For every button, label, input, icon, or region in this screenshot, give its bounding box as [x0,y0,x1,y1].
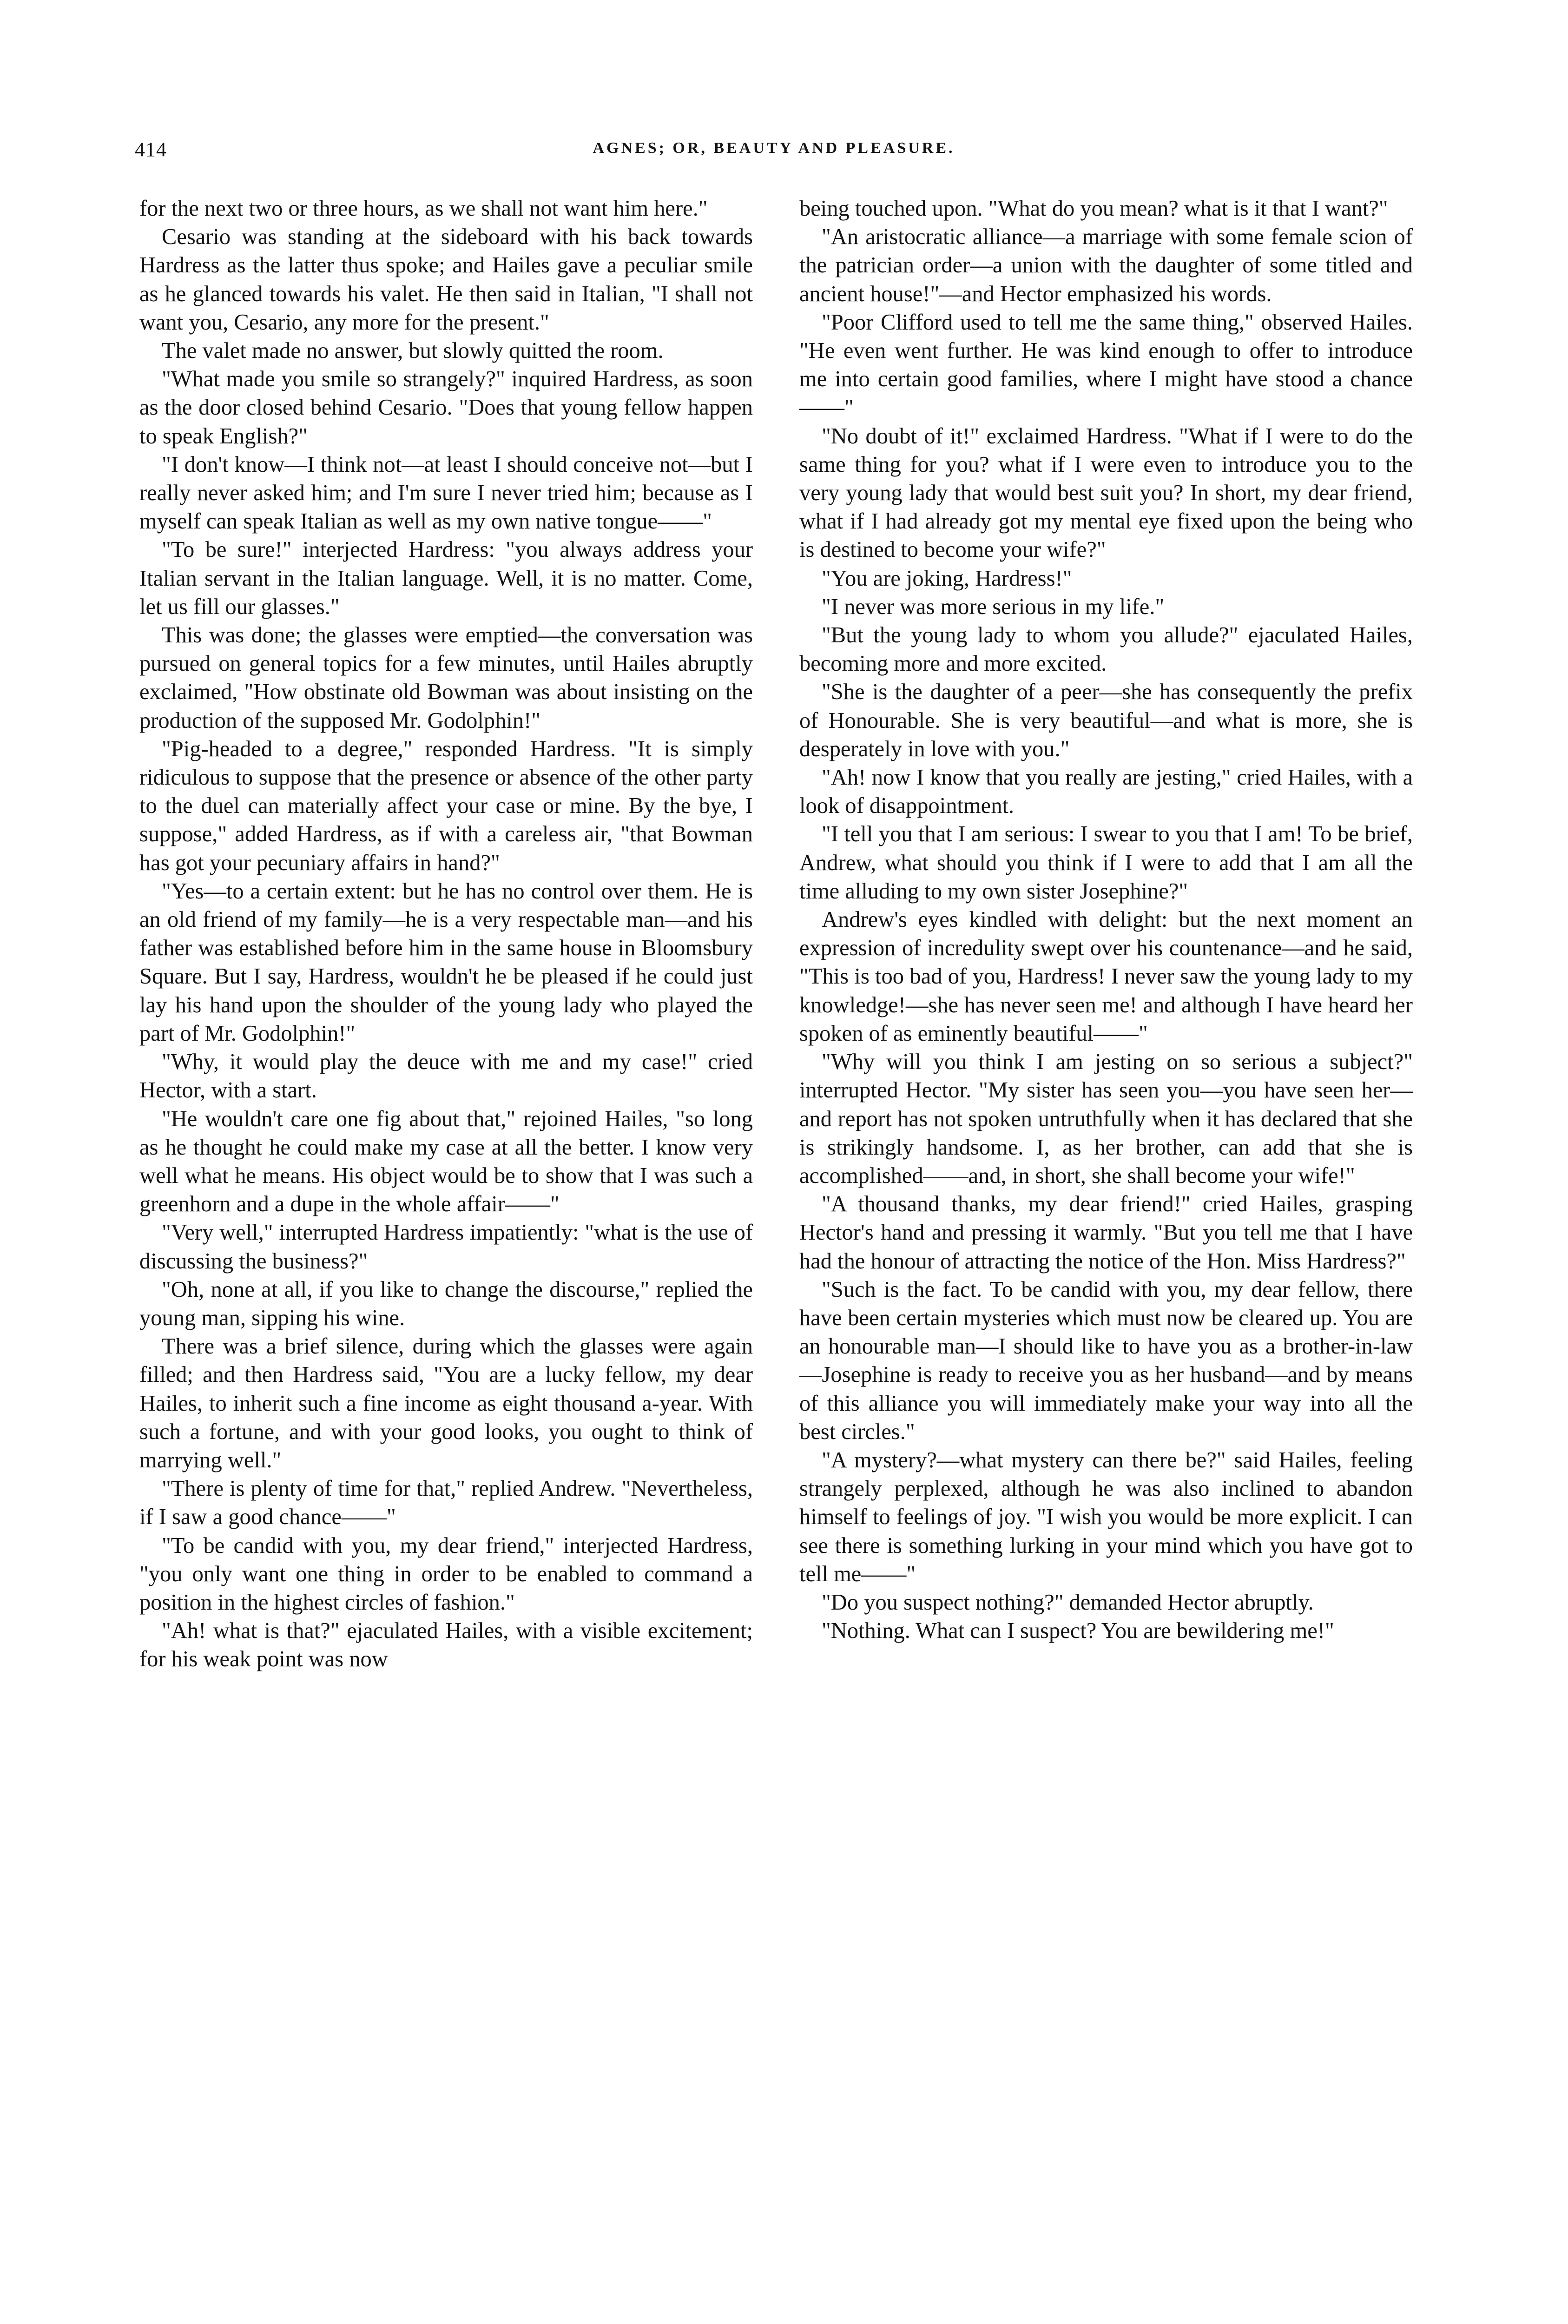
paragraph: "Ah! what is that?" ejaculated Hailes, with a visible excitement; for his weak point was now [139,1618,753,1672]
paragraph: Andrew's eyes kindled with delight: but the next moment an expression of incredulity swept over his countenance—and he said, "This is too bad of you, Hardress! I never saw the young lady to my knowledge!—she has never seen me! and although I have heard her spoken of as eminently beautiful——" [799,907,1413,1046]
paragraph: "Pig-headed to a degree," responded Hardress. "It is simply ridiculous to suppose that the presence or absence of the other party to the duel can materially affect your case or mine. By the bye, I suppose," added Hardress, as if with a careless air, "that Bowman has got your pecuniary affairs in hand?" [139,736,753,875]
paragraph: "A thousand thanks, my dear friend!" cried Hailes, grasping Hector's hand and pressing it warmly. "But you tell me that I have had the honour of attracting the notice of the Hon. Miss Hardress?" [799,1192,1413,1274]
paragraph: "To be candid with you, my dear friend," interjected Hardress, "you only want one thing in order to be enabled to command a position in the highest circles of fashion." [139,1533,753,1615]
paragraph: "I tell you that I am serious: I swear to you that I am! To be brief, Andrew, what should you think if I were to add that I am all the time alluding to my own sister Josephine?" [799,822,1413,904]
paragraph: "There is plenty of time for that," replied Andrew. "Nevertheless, if I saw a good chance——" [139,1476,753,1530]
paragraph: "Such is the fact. To be candid with you, my dear fellow, there have been certain mysteries which must now be cleared up. You are an honourable man—I should like to have you as a brother-in-law—Josephine is ready to receive you as her husband—and by means of this alliance you will immediately make your way into all the best circles." [799,1277,1413,1444]
paragraph: "Yes—to a certain extent: but he has no control over them. He is an old friend of my family—he is a very respectable man—and his father was established before him in the same house in Bloomsbury Square. But I say, Hardress, wouldn't he be pleased if he could just lay his hand upon the shoulder of the young lady who played the part of Mr. Godolphin!" [139,878,753,1046]
paragraph: "Do you suspect nothing?" demanded Hector abruptly. [822,1590,1314,1615]
paragraph: "Ah! now I know that you really are jesting," cried Hailes, with a look of disappointment. [799,765,1413,819]
paragraph: for the next two or three hours, as we shall not want him here." [139,196,708,221]
paragraph: "He wouldn't care one fig about that," rejoined Hailes, "so long as he thought he could make my case at all the better. I know very well what he means. His object would be to show that I was such a greenhorn and a dupe in the whole affair——" [139,1106,753,1217]
paragraph: "What made you smile so strangely?" inquired Hardress, as soon as the door closed behind Cesario. "Does that young fellow happen to speak English?" [139,367,753,449]
paragraph: "Why will you think I am jesting on so serious a subject?" interrupted Hector. "My sister has seen you—you have seen her—and report has not spoken untruthfully when it has declared that she is strikingly handsome. I, as her brother, can add that she is accomplished——and, in short, she shall become your wife!" [799,1050,1413,1188]
paragraph: "Poor Clifford used to tell me the same thing," observed Hailes. "He even went further. He was kind enough to offer to introduce me into certain good families, where I might have stood a chance——" [799,310,1413,420]
paragraph: "To be sure!" interjected Hardress: "you always address your Italian servant in the Italian language. Well, it is no matter. Come, let us fill our glasses." [139,537,753,619]
left-column [139,194,753,1674]
paragraph: "Oh, none at all, if you like to change the discourse," replied the young man, sipping his wine. [139,1277,753,1330]
paragraph: "Nothing. What can I suspect? You are bewildering me!" [822,1618,1334,1644]
paragraph: "A mystery?—what mystery can there be?" said Hailes, feeling strangely perplexed, although he was also inclined to abandon himself to feelings of joy. "I wish you would be more explicit. I can see there is something lurking in your mind which you have got to tell me——" [799,1447,1413,1586]
paragraph: "I never was more serious in my life." [822,594,1165,619]
paragraph: being touched upon. "What do you mean? what is it that I want?" [799,196,1388,221]
paragraph: This was done; the glasses were emptied—the conversation was pursued on general topics for a few minutes, until Hailes abruptly exclaimed, "How obstinate old Bowman was about insisting on the production of the supposed Mr. Godolphin!" [139,623,753,733]
paragraph: "Why, it would play the deuce with me and my case!" cried Hector, with a start. [139,1050,753,1103]
running-title: AGNES; OR, BEAUTY AND PLEASURE. [593,139,955,157]
page-number: 414 [135,138,167,161]
paragraph: "I don't know—I think not—at least I should conceive not—but I really never asked him; and I'm sure I never tried him; because as I myself can speak Italian as well as my own native tongue——" [139,452,753,534]
paragraph: The valet made no answer, but slowly quitted the room. [162,338,664,363]
paragraph: "An aristocratic alliance—a marriage with some female scion of the patrician order—a union with the daughter of some titled and ancient house!"—and Hector emphasized his words. [799,224,1413,306]
paragraph: "But the young lady to whom you allude?" ejaculated Hailes, becoming more and more excited. [799,623,1413,676]
paragraph: "She is the daughter of a peer—she has consequently the prefix of Honourable. She is very beautiful—and what is more, she is desperately in love with you." [799,680,1413,761]
paragraph: "You are joking, Hardress!" [822,566,1072,591]
page-header [135,138,1413,165]
right-column [799,194,1413,1645]
paragraph: "Very well," interrupted Hardress impatiently: "what is the use of discussing the business?" [139,1220,753,1274]
paragraph: "No doubt of it!" exclaimed Hardress. "What if I were to do the same thing for you? what if I were even to introduce you to the very young lady that would best suit you? In short, my dear friend, what if I had already got my mental eye fixed upon the being who is destined to become your wife?" [799,423,1413,562]
paragraph: There was a brief silence, during which the glasses were again filled; and then Hardress said, "You are a lucky fellow, my dear Hailes, to inherit such a fine income as eight thousand a-year. With such a fortune, and with your good looks, you ought to think of marrying well." [139,1334,753,1472]
paragraph: Cesario was standing at the sideboard with his back towards Hardress as the latter thus spoke; and Hailes gave a peculiar smile as he glanced towards his valet. He then said in Italian, "I shall not want you, Cesario, any more for the present." [139,224,753,335]
